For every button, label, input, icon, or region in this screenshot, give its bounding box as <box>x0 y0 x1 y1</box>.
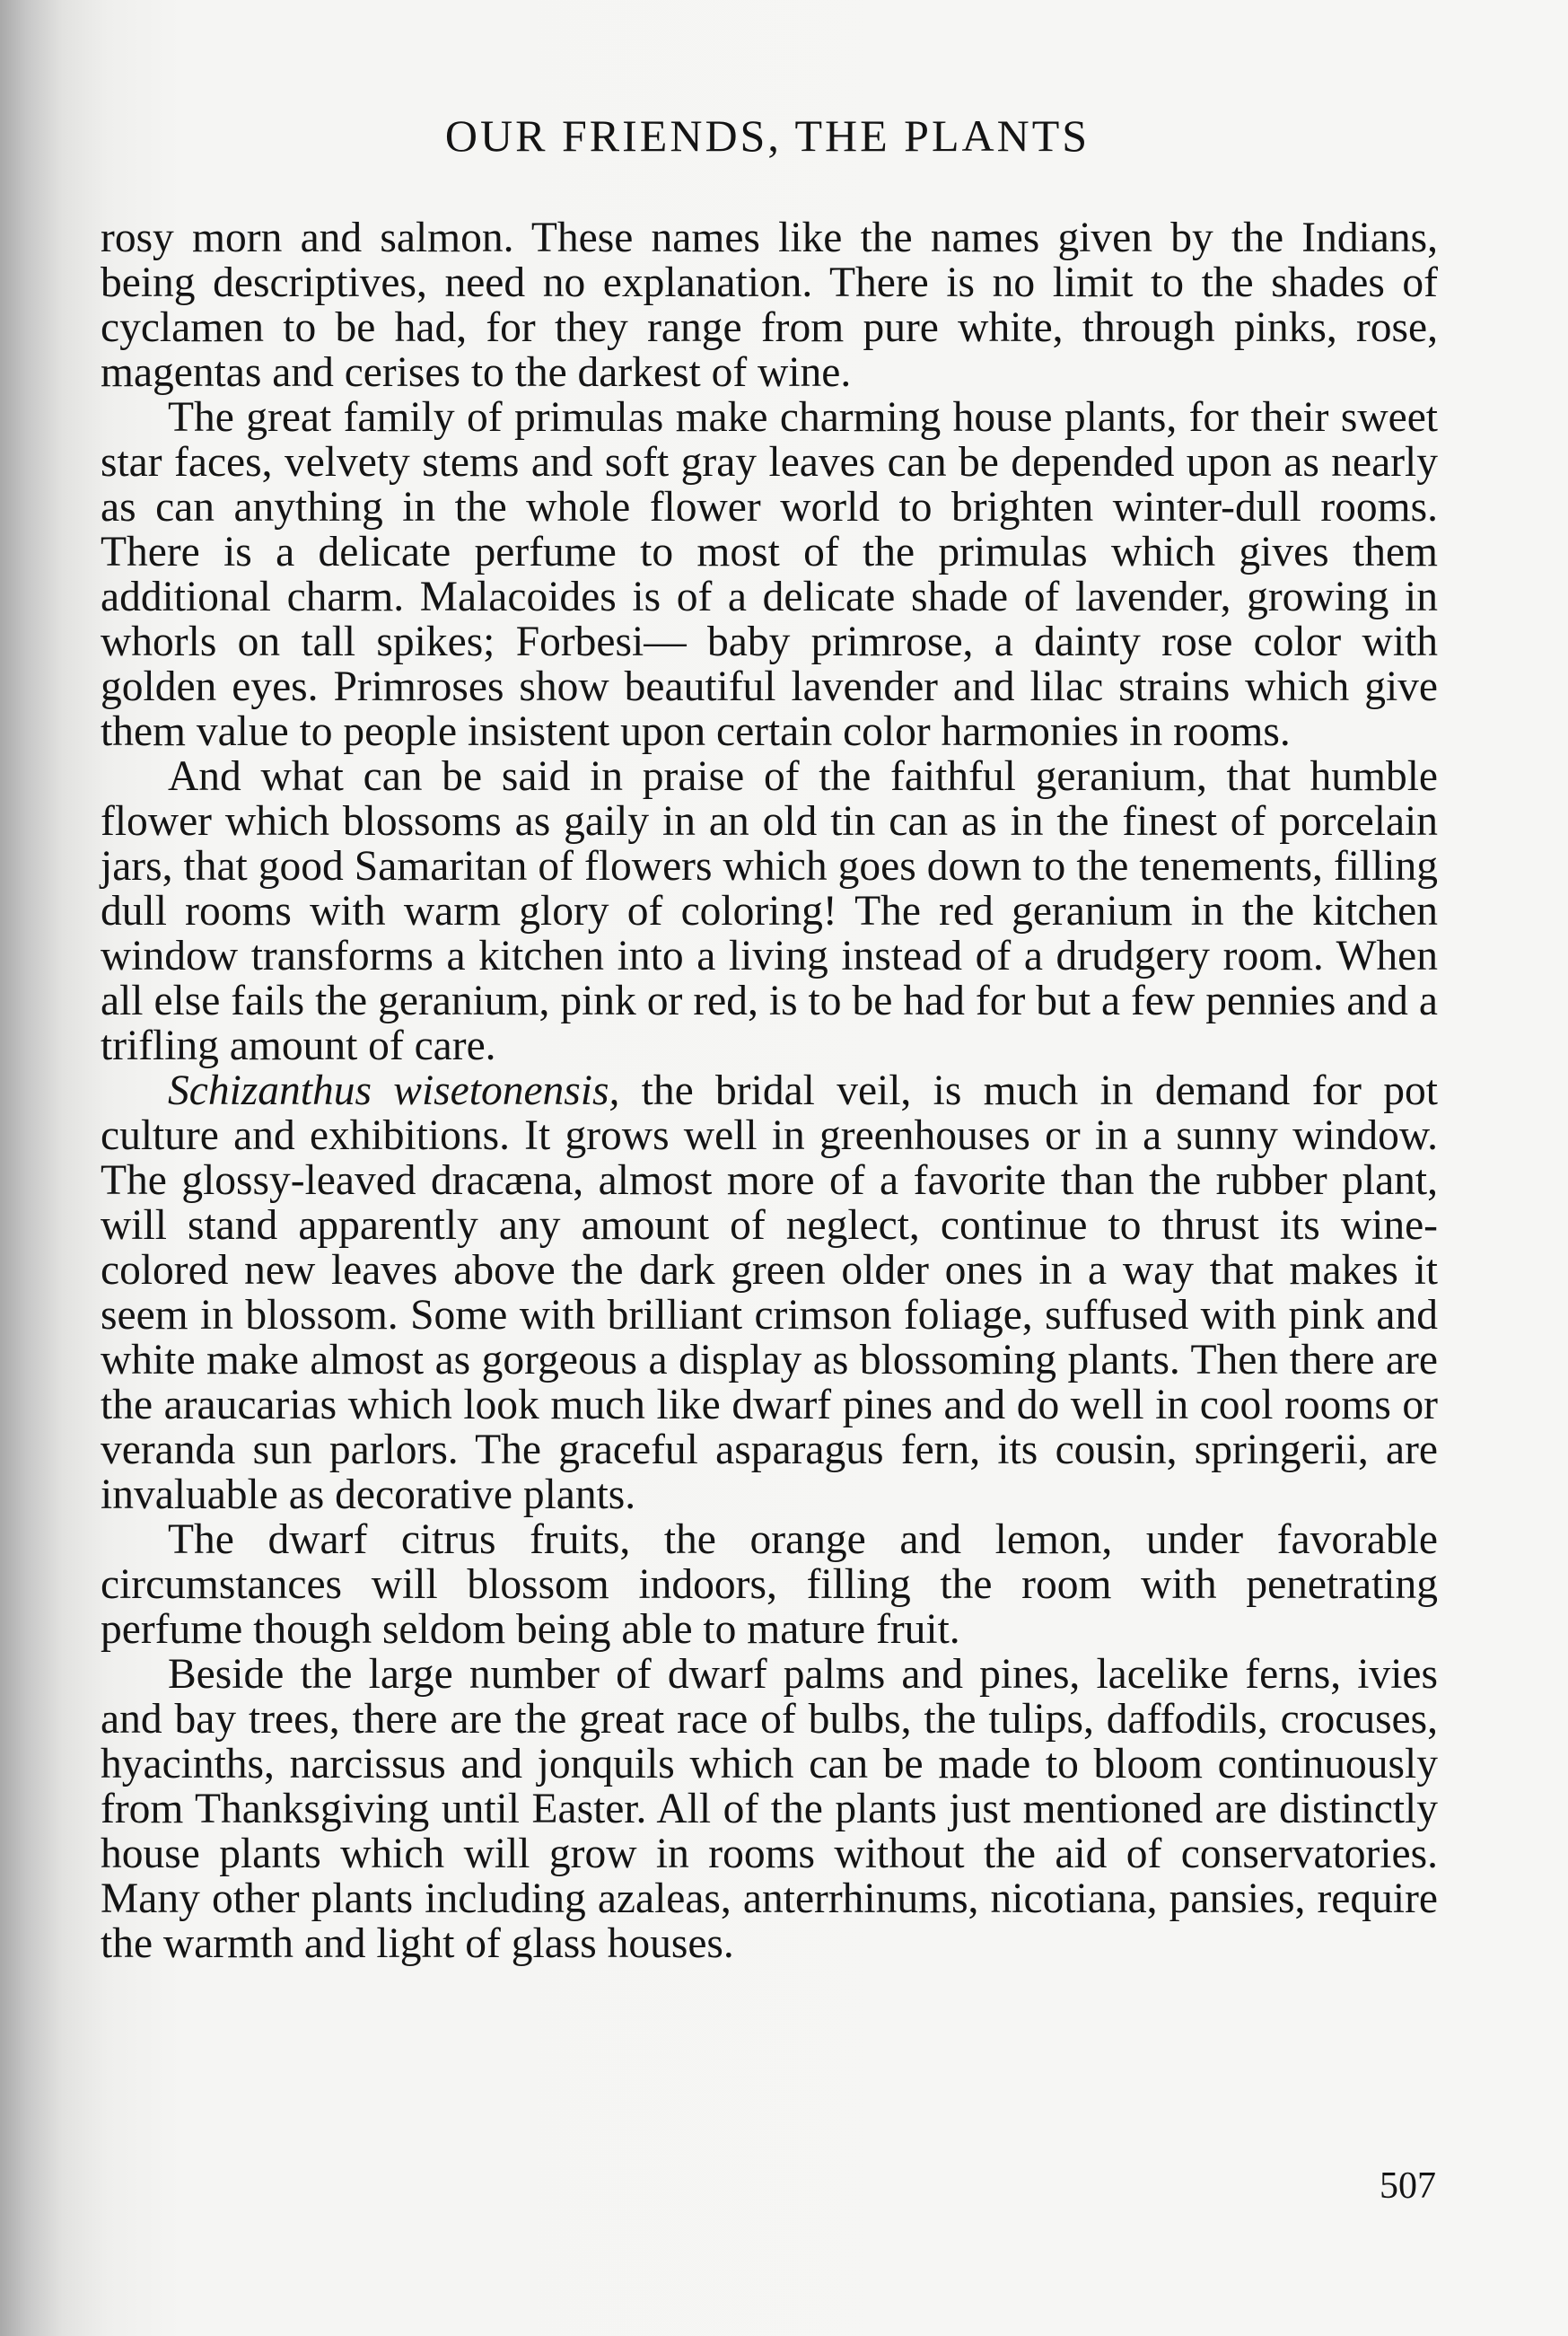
paragraph-2 <box>101 395 1438 754</box>
paragraph-5-text: The dwarf citrus fruits, the orange and lemon, under favorable circumstances will blossom indoors, filling the room with penetrating perfume though seldom being able to mature fruit. <box>101 1516 1438 1653</box>
paragraph-1 <box>101 215 1438 395</box>
paragraph-2-text: The great family of primulas make charming house plants, for their sweet star faces, velvety stems and soft gray leaves can be depended upon as nearly as can anything in the whole flower world to brighten winter-dull rooms. There is a delicate perfume to most of the primulas which gives them additional charm. Malacoides is of a delicate shade of lavender, growing in whorls on tall spikes; Forbesi— baby primrose, a dainty rose color with golden eyes. Primroses show beautiful lavender and lilac strains which give them value to people insistent upon certain color harmonies in rooms. <box>101 394 1438 755</box>
body-text <box>101 215 1438 1966</box>
paragraph-4-italic: Schizanthus wisetonensis, <box>168 1067 620 1114</box>
paragraph-4 <box>101 1068 1438 1517</box>
page-number: 507 <box>1380 2165 1436 2207</box>
paragraph-5 <box>101 1517 1438 1652</box>
paragraph-3 <box>101 754 1438 1068</box>
paragraph-1-text: rosy morn and salmon. These names like the names given by the Indians, being descriptives, need no explanation. There is no limit to the shades of cyclamen to be had, for they range from pure white, through pinks, rose, magentas and cerises to the darkest of wine. <box>101 215 1438 396</box>
paragraph-6-text: Beside the large number of dwarf palms and pines, lacelike ferns, ivies and bay trees, there are the great race of bulbs, the tulips, daffodils, crocuses, hyacinths, narcissus and jonquils which can be made to bloom continuously from Thanksgiving until Easter. All of the plants just mentioned are distinctly house plants which will grow in rooms without the aid of conservatories. Many other plants including azaleas, anterrhinums, nicotiana, pansies, require the warmth and light of glass houses. <box>101 1651 1438 1967</box>
running-head: OUR FRIENDS, THE PLANTS <box>444 110 1091 161</box>
paragraph-6 <box>101 1652 1438 1966</box>
paragraph-4-text: the bridal veil, is much in demand for pot culture and exhibitions. It grows well in greenhouses or in a sunny window. The glossy-leaved dracæna, almost more of a favorite than the rubber plant, will stand apparently any amount of neglect, continue to thrust its wine-colored new leaves above the dark green older ones in a way that makes it seem in blossom. Some with brilliant crimson foliage, suffused with pink and white make almost as gorgeous a display as blossoming plants. Then there are the araucarias which look much like dwarf pines and do well in cool rooms or veranda sun parlors. The graceful asparagus fern, its cousin, springerii, are invaluable as decorative plants. <box>101 1067 1439 1518</box>
paragraph-3-text: And what can be said in praise of the faithful geranium, that humble flower which blossoms as gaily in an old tin can as in the finest of porcelain jars, that good Samaritan of flowers which goes down to the tenements, filling dull rooms with warm glory of coloring! The red geranium in the kitchen window transforms a kitchen into a living instead of a drudgery room. When all else fails the geranium, pink or red, is to be had for but a few pennies and a trifling amount of care. <box>101 753 1438 1069</box>
